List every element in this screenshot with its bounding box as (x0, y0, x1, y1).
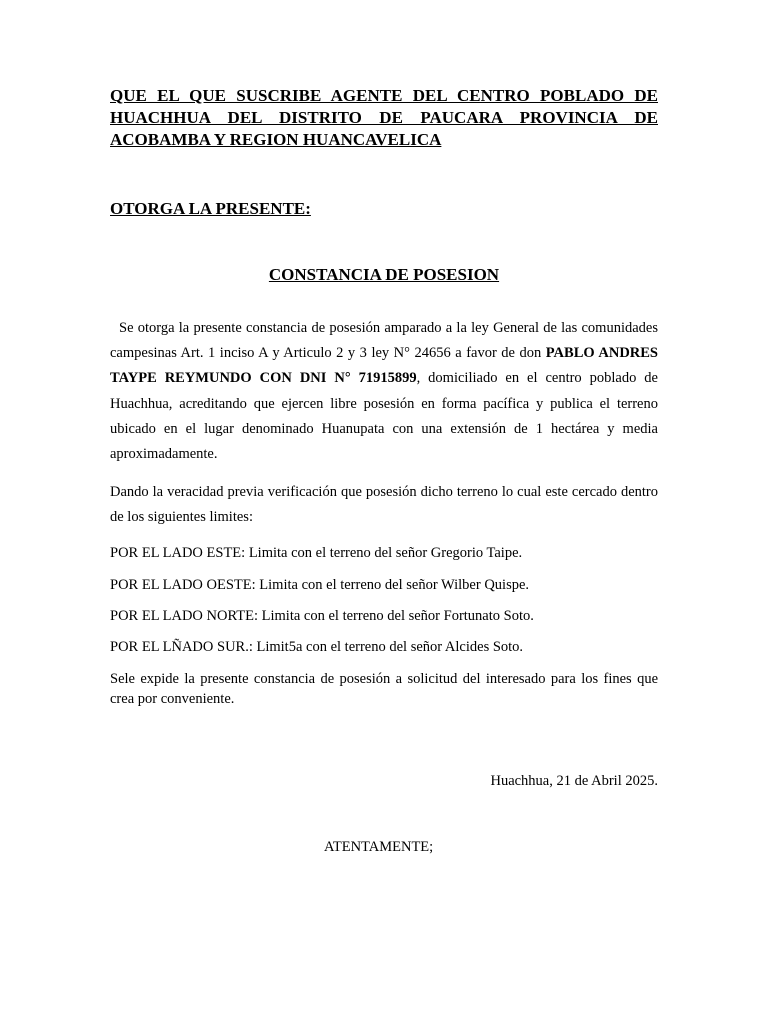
limit-south: POR EL LÑADO SUR.: Limit5a con el terreno del señor Alcides Soto. (110, 639, 524, 655)
paragraph-main (110, 316, 658, 467)
limit-north: POR EL LADO NORTE: Limita con el terreno del señor Fortunato Soto. (110, 608, 534, 624)
limit-east: POR EL LADO ESTE: Limita con el terreno del señor Gregorio Taipe. (110, 545, 523, 561)
closing-salutation: ATENTAMENTE; (324, 839, 434, 855)
paragraph-issuance: Sele expide la presente constancia de posesión a solicitud del interesado para los fines que crea por conveniente. (110, 671, 658, 707)
limit-west: POR EL LADO OESTE: Limita con el terreno del señor Wilber Quispe. (110, 577, 530, 593)
paragraph-main-part1: Se otorga la presente constancia de posesión amparado a la ley General de las comunidades campesinas Art. 1 inciso A y Articulo 2 y 3 ley N° 24656 a favor de don (110, 320, 658, 362)
paragraph-main-part2: , domiciliado en el centro poblado de Huachhua, acreditando que ejercen libre posesión en forma pacífica y publica el terreno ubicado en el lugar denominado Huanupata con una extensión de 1 hectárea y media aproximadamente. (110, 370, 658, 463)
otorga-heading: OTORGA LA PRESENTE: (110, 199, 311, 218)
document-date: Huachhua, 21 de Abril 2025. (490, 773, 658, 789)
paragraph-limits-intro: Dando la veracidad previa verificación que posesión dicho terreno lo cual este cercado dentro de los siguientes limites: (110, 484, 658, 525)
document-heading: QUE EL QUE SUSCRIBE AGENTE DEL CENTRO POBLADO DE HUACHHUA DEL DISTRITO DE PAUCARA PROVINCIA DE ACOBAMBA Y REGION HUANCAVELICA (110, 86, 658, 149)
document-page (110, 0, 658, 1024)
beneficiary-name: PABLO ANDRES TAYPE REYMUNDO CON DNI N° 71915899 (110, 345, 658, 387)
document-title: CONSTANCIA DE POSESION (268, 265, 500, 284)
